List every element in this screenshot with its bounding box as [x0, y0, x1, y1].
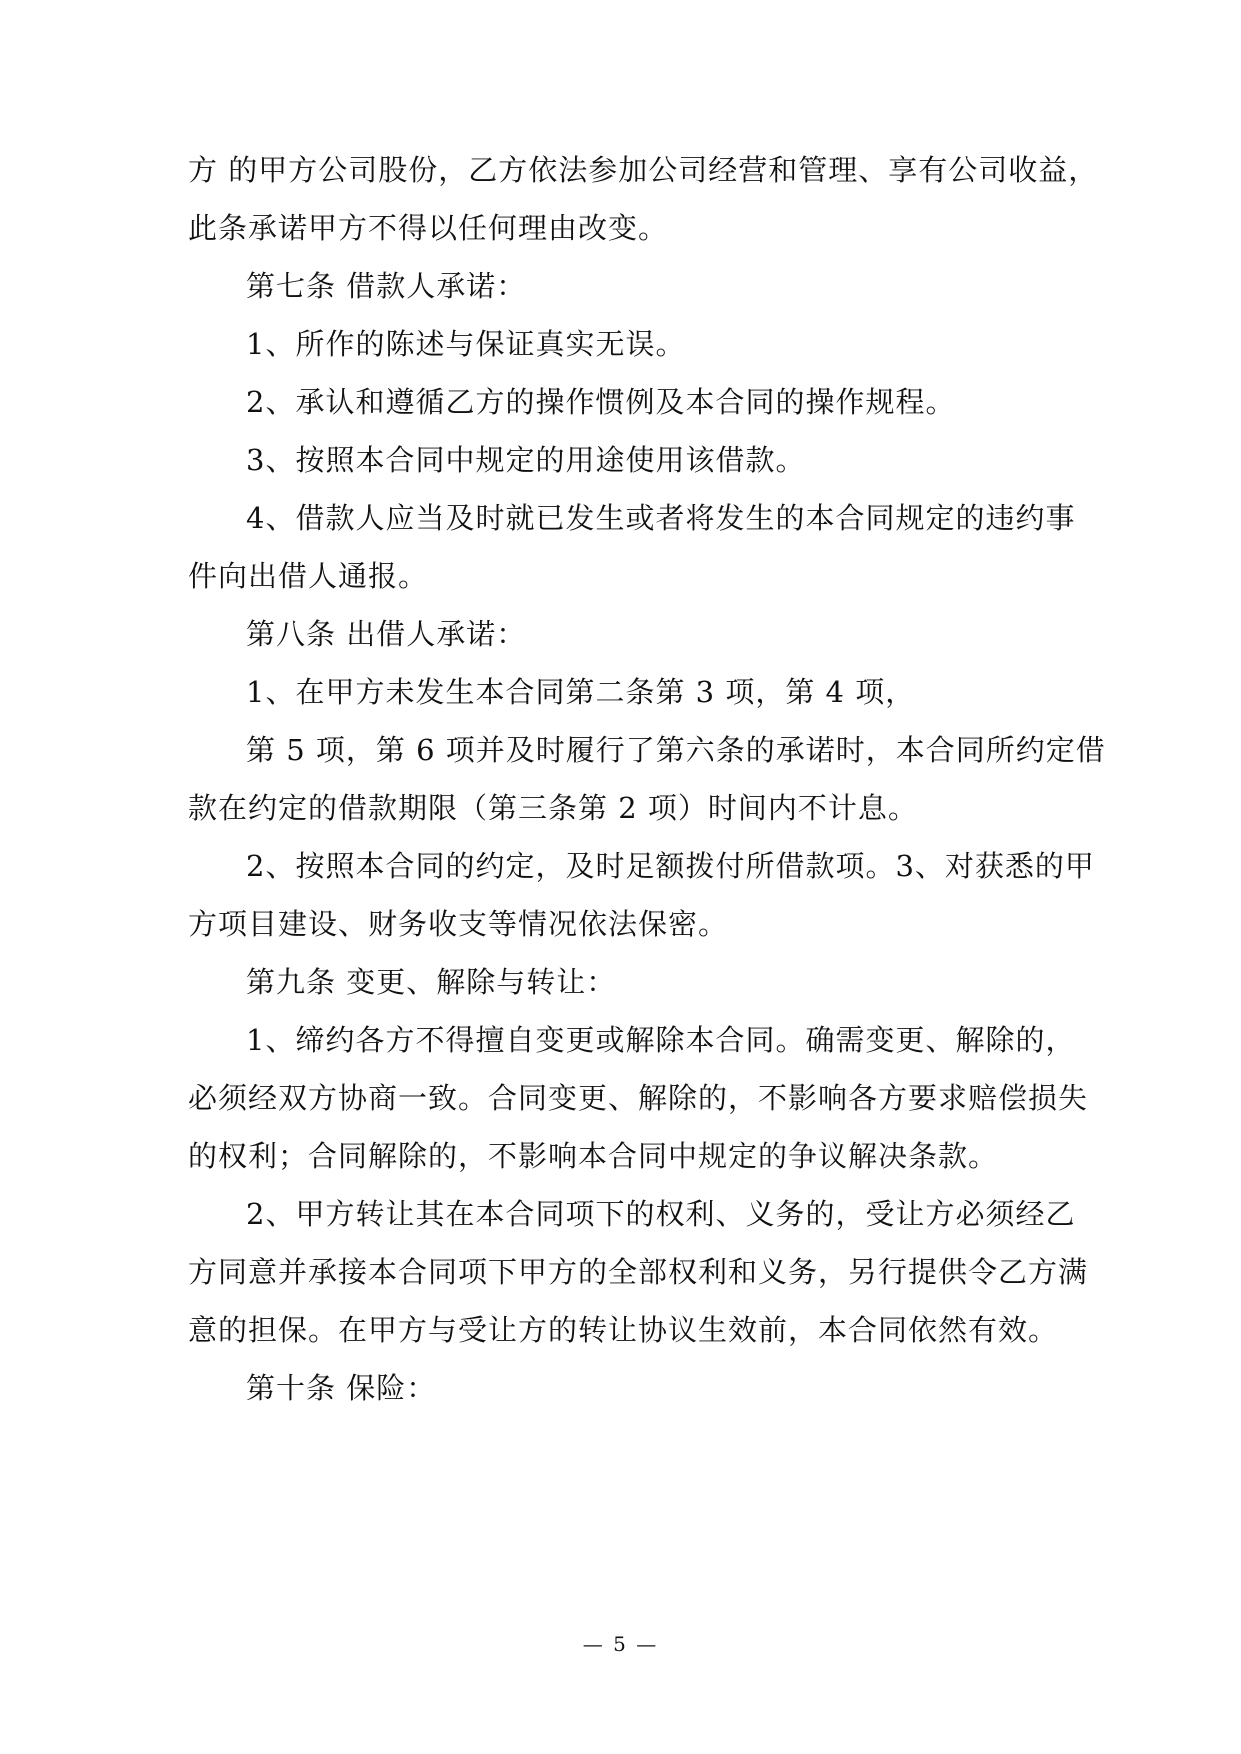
text-line: 件向出借人通报。 [188, 559, 429, 593]
text-line: 方同意并承接本合同项下甲方的全部权利和义务，另行提供令乙方满 [188, 1255, 1089, 1289]
text-line: 的权利；合同解除的，不影响本合同中规定的争议解决条款。 [188, 1139, 999, 1173]
text-line: 意的担保。在甲方与受让方的转让协议生效前，本合同依然有效。 [188, 1313, 1059, 1347]
text-line: 1、缔约各方不得擅自变更或解除本合同。确需变更、解除的， [246, 1023, 1076, 1057]
article-heading: 第八条 出借人承诺： [246, 617, 527, 651]
text-line: 1、所作的陈述与保证真实无误。 [246, 327, 686, 361]
text-line: 款在约定的借款期限（第三条第 2 项）时间内不计息。 [188, 791, 918, 825]
article-heading: 第十条 保险： [246, 1371, 437, 1405]
text-line: 3、按照本合同中规定的用途使用该借款。 [246, 443, 806, 477]
text-line: 2、承认和遵循乙方的操作惯例及本合同的操作规程。 [246, 385, 956, 419]
page-number: — 5 — [582, 1632, 659, 1656]
text-line: 4、借款人应当及时就已发生或者将发生的本合同规定的违约事 [246, 501, 1076, 535]
text-line: 必须经双方协商一致。合同变更、解除的，不影响各方要求赔偿损失 [188, 1081, 1089, 1115]
text-line: 方 的甲方公司股份，乙方依法参加公司经营和管理、享有公司收益， [188, 153, 1099, 187]
text-line: 1、在甲方未发生本合同第二条第 3 项，第 4 项， [246, 675, 916, 709]
text-line: 2、按照本合同的约定，及时足额拨付所借款项。3、对获悉的甲 [246, 849, 1095, 883]
article-heading: 第九条 变更、解除与转让： [246, 965, 617, 999]
article-heading: 第七条 借款人承诺： [246, 269, 527, 303]
text-line: 第 5 项，第 6 项并及时履行了第六条的承诺时，本合同所约定借 [246, 733, 1106, 767]
text-line: 方项目建设、财务收支等情况依法保密。 [188, 907, 729, 941]
text-line: 此条承诺甲方不得以任何理由改变。 [188, 211, 669, 245]
text-line: 2、甲方转让其在本合同项下的权利、义务的，受让方必须经乙 [246, 1197, 1076, 1231]
